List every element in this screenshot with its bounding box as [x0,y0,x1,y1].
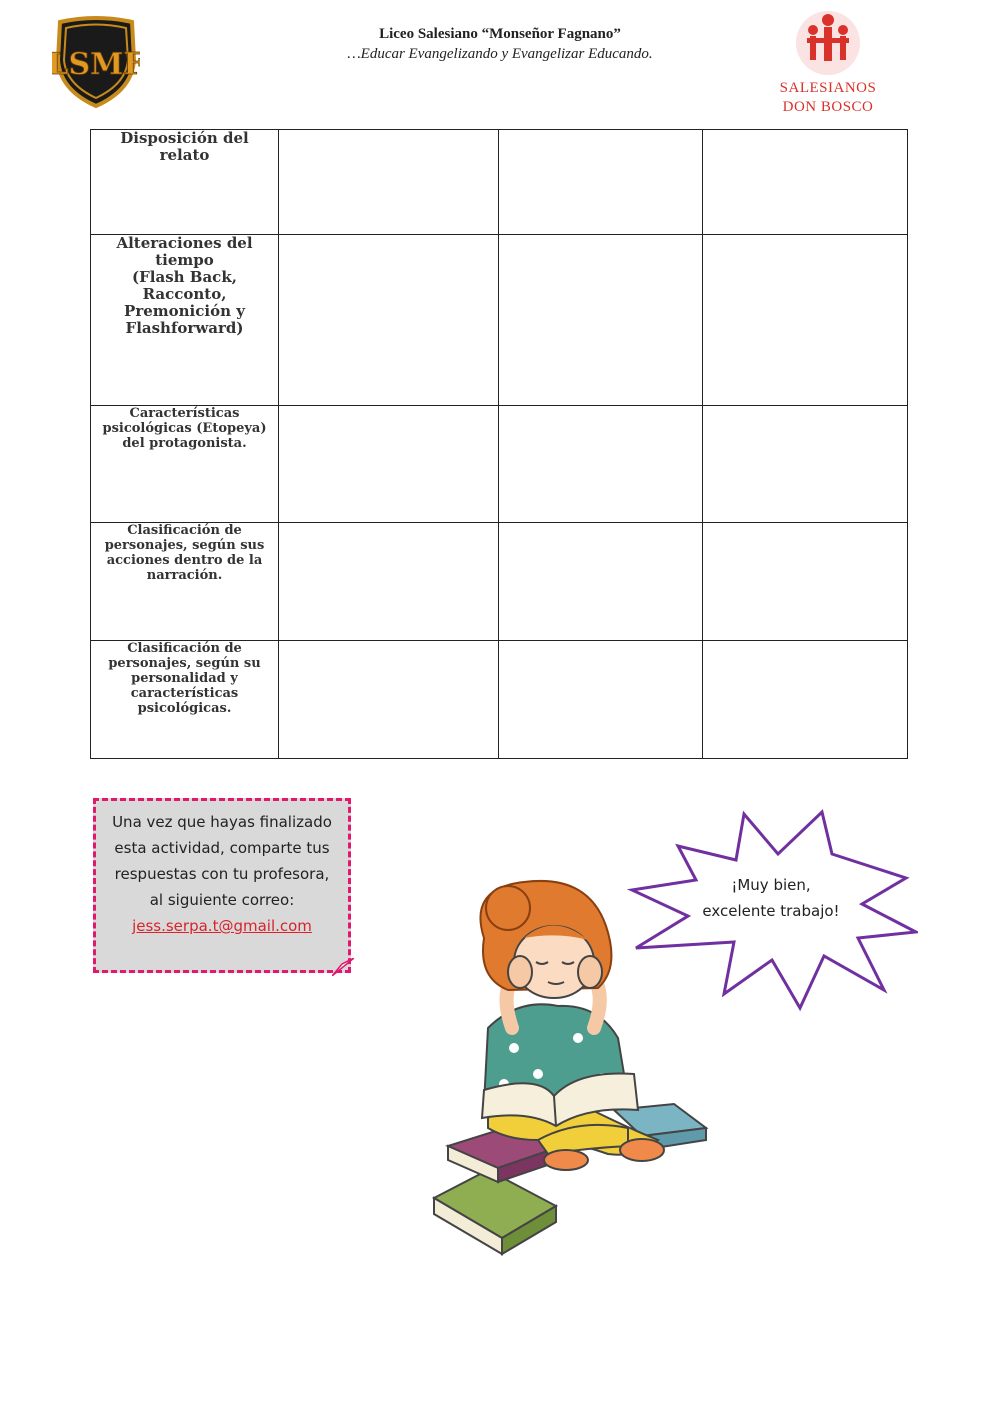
answer-cell[interactable] [499,641,703,759]
school-name: Liceo Salesiano “Monseñor Fagnano” [379,26,621,42]
speech-burst-text: ¡Muy bien, excelente trabajo! [702,876,840,920]
table-row [91,523,908,641]
row-label-disposicion: Disposición del relato [91,130,279,235]
note-line: al siguiente correo: [149,891,295,909]
svg-text:LSMF: LSMF [52,47,140,82]
answer-cell[interactable] [703,641,908,759]
note-line: esta actividad, comparte tus [114,839,330,857]
document-header [250,26,750,63]
row-label-alteraciones: Alteraciones del tiempo (Flash Back, Racconto, Premonición y Flashforward) [91,235,279,406]
girl-reading-illustration [428,878,718,1258]
brand-line-1: SALESIANOS [779,80,877,96]
answer-cell[interactable] [703,523,908,641]
row-label-etopeya: Características psicológicas (Etopeya) del protagonista. [91,406,279,523]
note-line: respuestas con tu profesora, [114,865,330,883]
answer-cell[interactable] [703,130,908,235]
answer-cell[interactable] [279,641,499,759]
answer-cell[interactable] [279,406,499,523]
table-row [91,235,908,406]
salesianos-logo [772,8,884,118]
table-row [91,641,908,759]
school-crest-logo [52,16,140,108]
answer-cell[interactable] [279,130,499,235]
school-motto: …Educar Evangelizando y Evangelizar Educando. [347,46,653,62]
table-row [91,406,908,523]
answer-cell[interactable] [703,406,908,523]
answer-cell[interactable] [279,523,499,641]
brand-line-2: DON BOSCO [782,99,874,115]
table-row [91,130,908,235]
row-label-acciones: Clasificación de personajes, según sus acciones dentro de la narración. [91,523,279,641]
email-link[interactable]: jess.serpa.t@gmail.com [132,917,312,935]
green-book-icon [434,1170,556,1254]
analysis-table [90,129,908,759]
note-line: Una vez que hayas finalizado [112,813,332,831]
answer-cell[interactable] [499,235,703,406]
answer-cell[interactable] [499,130,703,235]
salesianos-emblem-icon [793,8,863,78]
page-curl-icon [332,958,354,976]
row-label-personalidad: Clasificación de personajes, según su personalidad y características psicológicas. [91,641,279,759]
answer-cell[interactable] [499,406,703,523]
answer-cell[interactable] [279,235,499,406]
instruction-note [93,798,351,973]
answer-cell[interactable] [703,235,908,406]
answer-cell[interactable] [499,523,703,641]
